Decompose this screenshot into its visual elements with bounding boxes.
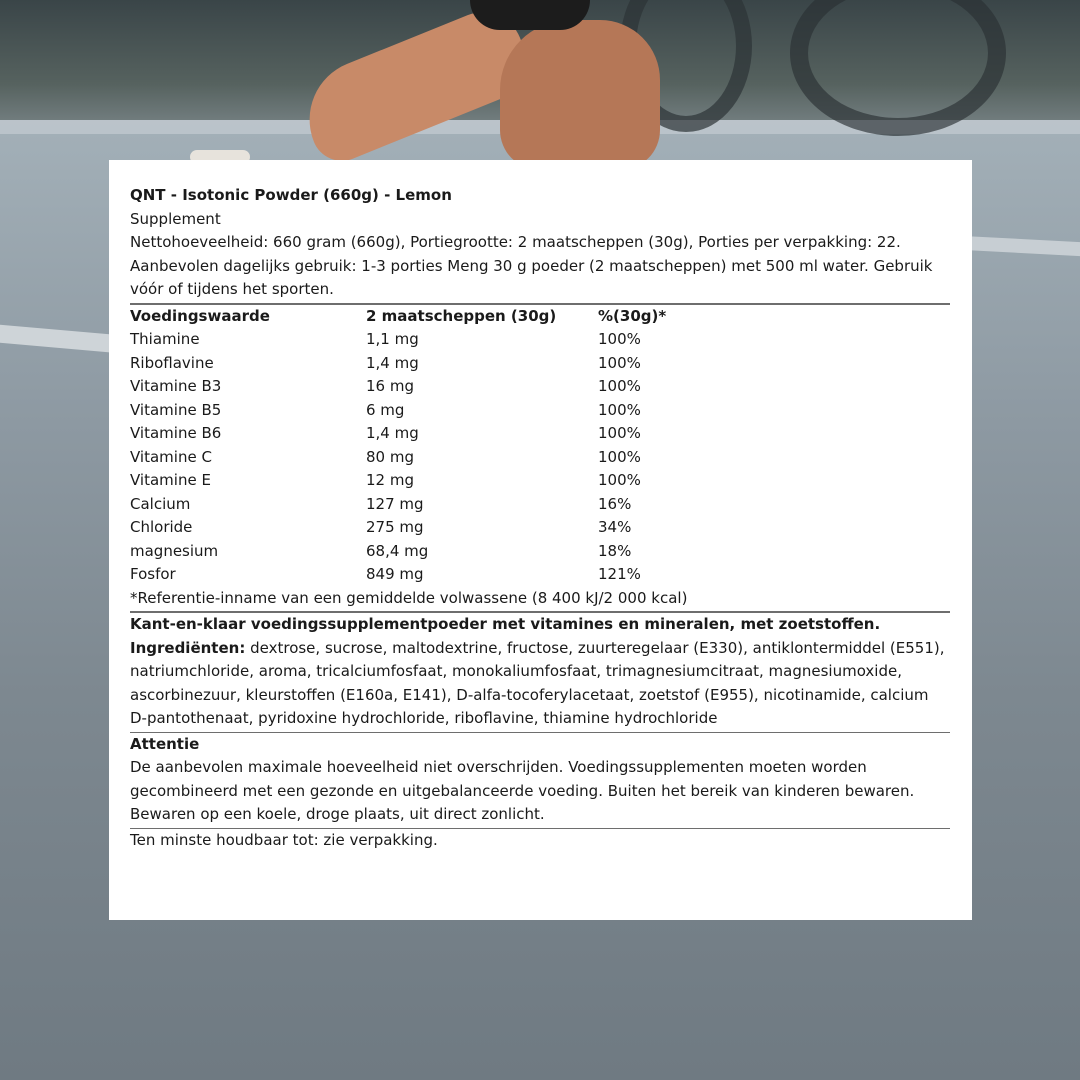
nutrient-amount: 16 mg — [366, 377, 414, 395]
label-content — [130, 184, 950, 852]
nutrition-table-header — [130, 305, 950, 329]
nutrient-name: Chloride — [130, 518, 193, 536]
product-title: QNT - Isotonic Powder (660g) - Lemon — [130, 186, 452, 204]
nutrient-amount: 12 mg — [366, 471, 414, 489]
nutrient-amount: 1,4 mg — [366, 353, 419, 372]
header-percent: %(30g)* — [598, 306, 667, 325]
nutrient-amount: 849 mg — [366, 565, 424, 583]
nutrient-percent: 100% — [598, 377, 641, 395]
shelf-life: Ten minste houdbaar tot: zie verpakking. — [130, 830, 438, 849]
nutrient-amount: 68,4 mg — [366, 541, 429, 560]
table-row — [130, 422, 950, 446]
nutrient-amount: 80 mg — [366, 447, 414, 466]
table-row — [130, 493, 950, 517]
nutrient-name: Vitamine B3 — [130, 377, 222, 395]
table-footnote: *Referentie-inname van een gemiddelde volwassene (8 400 kJ/2 000 kcal) — [130, 588, 688, 607]
nutrient-name: Vitamine C — [130, 447, 212, 466]
table-row — [130, 375, 950, 399]
nutrient-percent: 34% — [598, 518, 632, 536]
label-card — [109, 160, 972, 920]
table-row — [130, 399, 950, 423]
nutrient-name: Thiamine — [130, 330, 200, 348]
ingredients-label: Ingrediënten: — [130, 638, 246, 657]
ingredients-block — [130, 637, 950, 731]
table-row — [130, 328, 950, 352]
table-row — [130, 352, 950, 376]
table-row — [130, 446, 950, 470]
table-row — [130, 540, 950, 564]
table-row — [130, 469, 950, 493]
nutrient-name: magnesium — [130, 541, 219, 560]
attention-text: De aanbevolen maximale hoeveelheid niet overschrijden. Voedingssupplementen moeten worden gecombineerd met een gezonde en uitgebalanceerde voeding. Buiten het bereik van kinderen bewaren. Bewaren op een koele, droge plaats, uit direct zonlicht. — [130, 758, 915, 823]
nutrient-percent: 100% — [598, 330, 641, 348]
table-row — [130, 516, 950, 540]
nutrient-amount: 275 mg — [366, 518, 424, 536]
nutrient-name: Calcium — [130, 494, 191, 513]
ingredients-intro: Kant-en-klaar voedingssupplementpoeder met vitamines en mineralen, met zoetstoffen. — [130, 615, 881, 633]
product-description: Nettohoeveelheid: 660 gram (660g), Portiegrootte: 2 maatscheppen (30g), Porties per verpakking: 22. Aanbevolen dagelijks gebruik: 1-3 porties Meng 30 g poeder (2 maatscheppen) met 500 ml water. Gebruik vóór of tijdens het sporten. — [130, 233, 933, 298]
nutrition-table-body — [130, 328, 950, 587]
nutrient-percent: 121% — [598, 565, 641, 583]
nutrient-percent: 100% — [598, 400, 641, 419]
nutrient-percent: 100% — [598, 447, 641, 466]
nutrient-amount: 6 mg — [366, 400, 405, 419]
table-row — [130, 563, 950, 587]
nutrient-percent: 16% — [598, 494, 632, 513]
ingredients-text: dextrose, sucrose, maltodextrine, fructose, zuurteregelaar (E330), antiklontermiddel (E551), natriumchloride, aroma, tricalciumfosfaat, monokaliumfosfaat, trimagnesiumcitraat, magnesiumoxide, ascorbinezuur, kleurstoffen (E160a, E141), D-alfa-tocoferylacetaat, zoetstof (E955), nicotinamide, calcium D-pantothenaat, pyridoxine hydrochloride, riboflavine, thiamine hydrochloride — [130, 638, 945, 727]
attention-heading: Attentie — [130, 734, 200, 753]
nutrient-name: Vitamine B5 — [130, 400, 222, 419]
header-serving: 2 maatscheppen (30g) — [366, 306, 557, 325]
nutrient-percent: 100% — [598, 424, 641, 442]
nutrient-amount: 1,1 mg — [366, 330, 419, 348]
nutrient-amount: 127 mg — [366, 494, 424, 513]
nutrient-name: Vitamine E — [130, 471, 211, 489]
nutrient-amount: 1,4 mg — [366, 424, 419, 442]
nutrient-percent: 100% — [598, 353, 641, 372]
nutrient-percent: 100% — [598, 471, 641, 489]
nutrient-name: Vitamine B6 — [130, 424, 222, 442]
header-nutrient: Voedingswaarde — [130, 306, 270, 325]
product-category: Supplement — [130, 209, 221, 228]
nutrient-percent: 18% — [598, 541, 632, 560]
nutrient-name: Fosfor — [130, 565, 176, 583]
nutrient-name: Riboflavine — [130, 353, 214, 372]
